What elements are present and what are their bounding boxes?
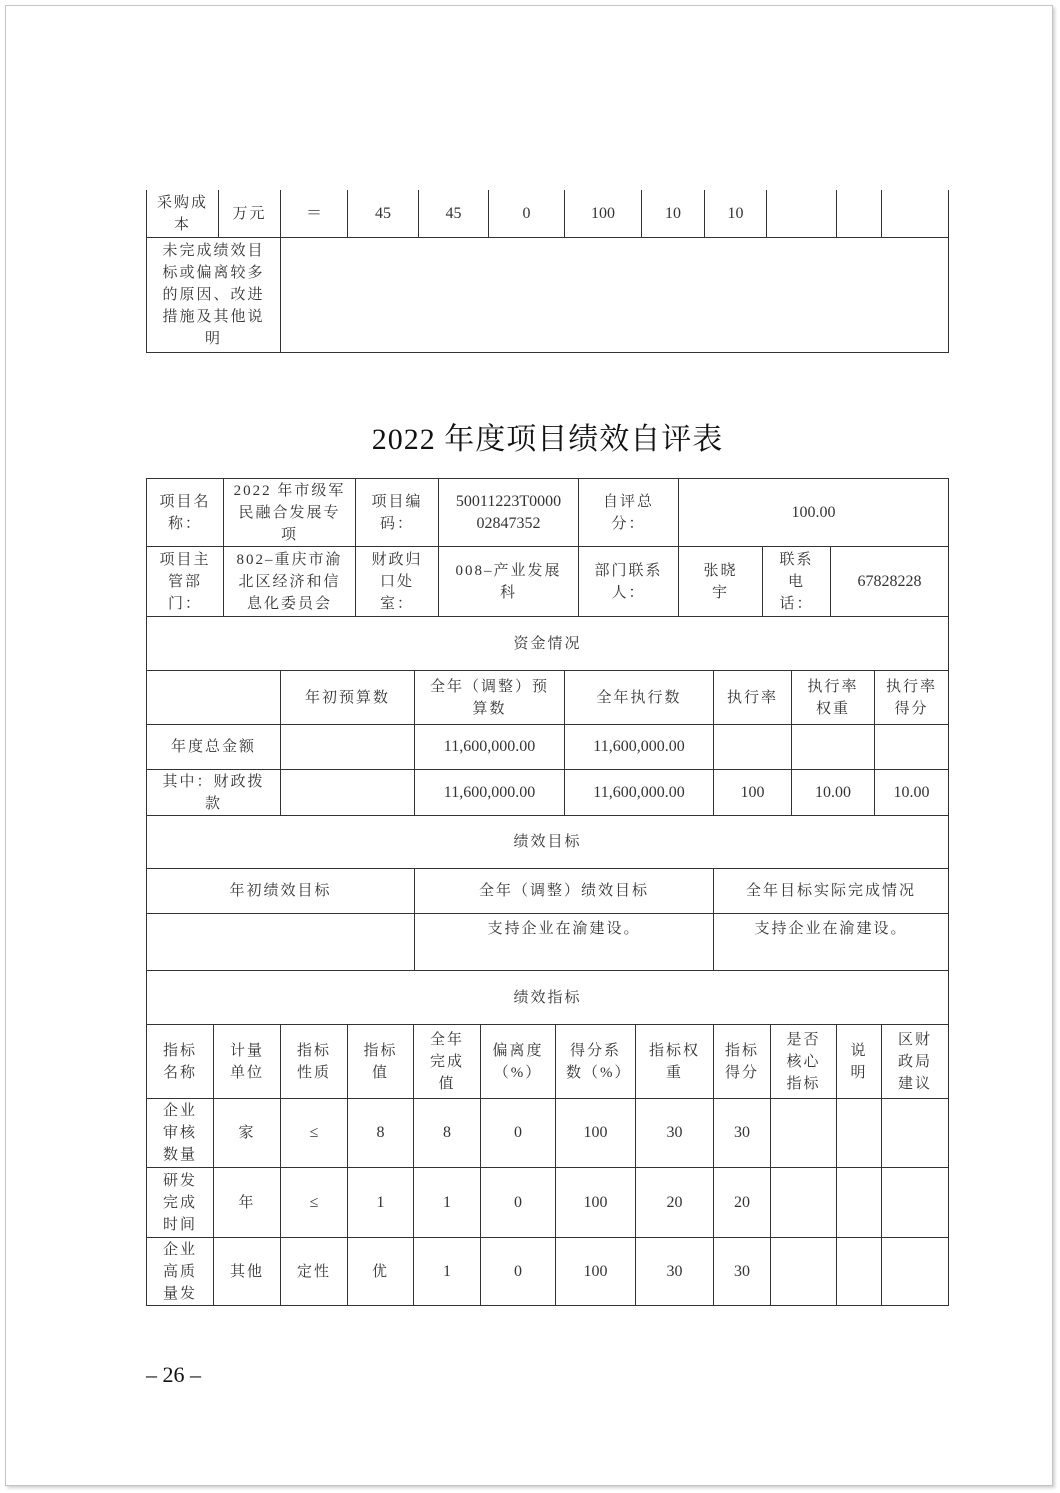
- page-title: 2022 年度项目绩效自评表: [371, 423, 724, 456]
- ind-header-coefficient: 得分系数（%）: [555, 1024, 636, 1099]
- prev-weight: 10: [641, 190, 705, 238]
- prev-nature: ＝: [280, 190, 348, 238]
- funds-cell: [791, 724, 875, 770]
- goals-initial-value: [146, 913, 415, 971]
- ind-cell-name: 企业高质量发: [146, 1237, 214, 1306]
- funds-header-initial-budget: 年初预算数: [280, 670, 415, 725]
- funds-cell: 11,600,000.00: [564, 724, 714, 770]
- funds-row-label: 其中：财政拨款: [146, 769, 281, 816]
- self-score: 100.00: [678, 478, 949, 547]
- funds-cell: 11,600,000.00: [564, 769, 714, 816]
- prev-note-value: [280, 237, 949, 353]
- ind-cell: 0: [480, 1098, 556, 1168]
- ind-cell: [881, 1167, 949, 1238]
- funds-header-rate-score: 执行率得分: [874, 670, 949, 725]
- ind-header-score: 指标得分: [713, 1024, 771, 1099]
- ind-header-deviation: 偏离度（%）: [480, 1024, 556, 1099]
- goals-section-title: 绩效目标: [146, 815, 949, 869]
- ind-cell: 30: [635, 1098, 714, 1168]
- funds-header-blank: [146, 670, 281, 725]
- ind-cell: 100: [555, 1237, 636, 1306]
- ind-header-nature: 指标性质: [280, 1024, 348, 1099]
- ind-cell: 0: [480, 1167, 556, 1238]
- project-code-label: 项目编码：: [355, 478, 439, 547]
- finance-office-label: 财政归口处室：: [355, 546, 439, 617]
- ind-cell-name: 企业审核数量: [146, 1098, 214, 1168]
- funds-cell: 100: [713, 769, 792, 816]
- prev-unit: 万元: [218, 190, 281, 238]
- project-name: 2022 年市级军民融合发展专项: [223, 478, 356, 547]
- dept: 802–重庆市渝北区经济和信息化委员会: [223, 546, 356, 617]
- ind-cell: [881, 1237, 949, 1306]
- goals-header-initial: 年初绩效目标: [146, 868, 415, 914]
- ind-cell: 30: [713, 1098, 771, 1168]
- goals-adjusted-value: 支持企业在渝建设。: [414, 913, 714, 971]
- ind-cell: 8: [413, 1098, 481, 1168]
- ind-cell: [770, 1098, 837, 1168]
- funds-section-title: 资金情况: [146, 616, 949, 671]
- indicators-section-title: 绩效指标: [146, 970, 949, 1025]
- ind-cell: 0: [480, 1237, 556, 1306]
- ind-cell: [770, 1237, 837, 1306]
- ind-cell: 8: [347, 1098, 414, 1168]
- ind-cell: [770, 1167, 837, 1238]
- ind-header-core: 是否核心指标: [770, 1024, 837, 1099]
- phone-label: 联系电话：: [762, 546, 831, 617]
- funds-cell: [874, 724, 949, 770]
- funds-cell: 10.00: [874, 769, 949, 816]
- goals-header-actual: 全年目标实际完成情况: [713, 868, 949, 914]
- funds-cell: 10.00: [791, 769, 875, 816]
- funds-header-rate-weight: 执行率权重: [791, 670, 875, 725]
- ind-cell: ≤: [280, 1167, 348, 1238]
- ind-cell: 100: [555, 1167, 636, 1238]
- project-code: 50011223T000002847352: [438, 478, 579, 547]
- ind-cell: 1: [413, 1237, 481, 1306]
- finance-office: 008–产业发展科: [438, 546, 579, 617]
- self-score-label: 自评总分：: [578, 478, 679, 547]
- page-number: – 26 –: [146, 1362, 201, 1387]
- ind-cell: [836, 1237, 882, 1306]
- prev-note-label: 未完成绩效目标或偏离较多的原因、改进措施及其他说明: [146, 237, 281, 353]
- prev-score-coefficient: 100: [564, 190, 642, 238]
- ind-cell: 家: [213, 1098, 281, 1168]
- funds-cell: [713, 724, 792, 770]
- funds-header-executed: 全年执行数: [564, 670, 714, 725]
- ind-header-remark: 说明: [836, 1024, 882, 1099]
- ind-cell: 定性: [280, 1237, 348, 1306]
- ind-cell: 1: [347, 1167, 414, 1238]
- prev-score: 10: [704, 190, 767, 238]
- ind-cell: [881, 1098, 949, 1168]
- ind-cell: 30: [713, 1237, 771, 1306]
- ind-cell: [836, 1098, 882, 1168]
- funds-row-label: 年度总金额: [146, 724, 281, 770]
- prev-indicator-name: 采购成本: [146, 190, 219, 238]
- ind-header-value: 指标值: [347, 1024, 414, 1099]
- ind-cell: ≤: [280, 1098, 348, 1168]
- prev-actual-value: 45: [418, 190, 489, 238]
- ind-cell: 20: [713, 1167, 771, 1238]
- ind-header-unit: 计量单位: [213, 1024, 281, 1099]
- ind-cell: 20: [635, 1167, 714, 1238]
- funds-cell: [280, 769, 415, 816]
- ind-cell: 100: [555, 1098, 636, 1168]
- ind-cell: 优: [347, 1237, 414, 1306]
- project-name-label: 项目名称：: [146, 478, 224, 547]
- funds-cell: 11,600,000.00: [414, 724, 565, 770]
- prev-target-value: 45: [347, 190, 419, 238]
- prev-core-flag: [766, 190, 837, 238]
- dept-label: 项目主管部门：: [146, 546, 224, 617]
- ind-cell: 年: [213, 1167, 281, 1238]
- goals-actual-value: 支持企业在渝建设。: [713, 913, 949, 971]
- ind-cell: [836, 1167, 882, 1238]
- contact-person: 张晓宇: [678, 546, 763, 617]
- prev-deviation: 0: [488, 190, 565, 238]
- ind-header-advice: 区财政局建议: [881, 1024, 949, 1099]
- funds-header-adjusted-budget: 全年（调整）预算数: [414, 670, 565, 725]
- ind-header-weight: 指标权重: [635, 1024, 714, 1099]
- ind-header-name: 指标名称: [146, 1024, 214, 1099]
- funds-header-rate: 执行率: [713, 670, 792, 725]
- ind-cell: 其他: [213, 1237, 281, 1306]
- prev-remark: [836, 190, 882, 238]
- goals-header-adjusted: 全年（调整）绩效目标: [414, 868, 714, 914]
- ind-header-completed: 全年完成值: [413, 1024, 481, 1099]
- ind-cell-name: 研发完成时间: [146, 1167, 214, 1238]
- ind-cell: 1: [413, 1167, 481, 1238]
- funds-cell: [280, 724, 415, 770]
- funds-cell: 11,600,000.00: [414, 769, 565, 816]
- contact-label: 部门联系人：: [578, 546, 679, 617]
- phone: 67828228: [830, 546, 949, 617]
- prev-bureau-advice: [881, 190, 949, 238]
- ind-cell: 30: [635, 1237, 714, 1306]
